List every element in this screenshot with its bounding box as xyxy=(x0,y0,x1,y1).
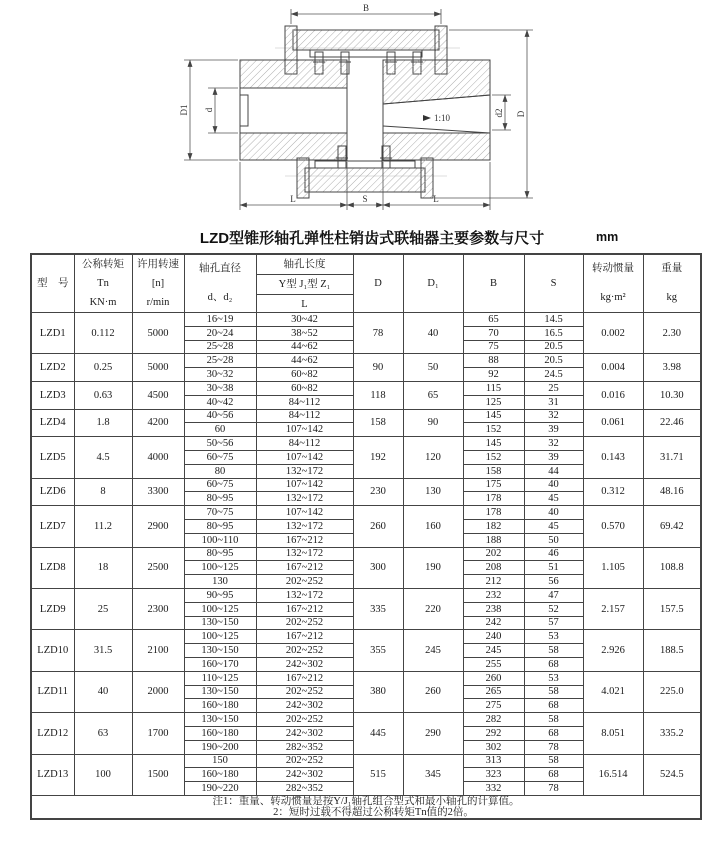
taper-annotation xyxy=(423,113,451,123)
table-row xyxy=(31,630,701,644)
cell-weight: 108.8 xyxy=(643,547,701,588)
coupling-section-drawing xyxy=(175,0,555,222)
cell-S: 68 xyxy=(524,726,583,740)
cell-L: 107~142 xyxy=(256,423,353,437)
cell-L: 60~82 xyxy=(256,381,353,395)
cell-L: 30~42 xyxy=(256,313,353,327)
cell-d: 80~95 xyxy=(184,492,256,506)
header-inertia: 转动惯量 kg·m² xyxy=(583,254,643,313)
cell-inertia: 0.004 xyxy=(583,354,643,382)
cell-D1: 245 xyxy=(403,630,463,671)
table-body xyxy=(31,313,701,796)
cell-speed: 4000 xyxy=(132,437,184,478)
cell-L: 132~172 xyxy=(256,464,353,478)
cell-B: 245 xyxy=(463,644,524,658)
table-row xyxy=(31,409,701,423)
cell-L: 107~142 xyxy=(256,450,353,464)
cell-model: LZD7 xyxy=(31,506,74,547)
cell-L: 132~172 xyxy=(256,519,353,533)
cell-B: 175 xyxy=(463,478,524,492)
cell-S: 58 xyxy=(524,685,583,699)
cell-tn: 31.5 xyxy=(74,630,132,671)
dim-label-D1: D1 xyxy=(179,104,189,116)
header-bore-diameter: 轴孔直径 d、d₂ xyxy=(184,254,256,313)
cell-d: 70~75 xyxy=(184,506,256,520)
cell-model: LZD13 xyxy=(31,754,74,795)
cell-d: 90~95 xyxy=(184,588,256,602)
cell-D: 192 xyxy=(353,437,403,478)
cell-d: 190~200 xyxy=(184,740,256,754)
parameters-table xyxy=(30,253,702,820)
cell-model: LZD4 xyxy=(31,409,74,437)
cell-weight: 335.2 xyxy=(643,713,701,754)
header-model: 型 号 xyxy=(31,254,74,313)
cell-S: 40 xyxy=(524,478,583,492)
cell-B: 182 xyxy=(463,519,524,533)
header-D1: D₁ xyxy=(403,254,463,313)
cell-S: 68 xyxy=(524,657,583,671)
cell-S: 56 xyxy=(524,575,583,589)
cell-d: 100~125 xyxy=(184,602,256,616)
cell-weight: 2.30 xyxy=(643,313,701,354)
cell-B: 178 xyxy=(463,492,524,506)
cell-speed: 4500 xyxy=(132,381,184,409)
cell-weight: 10.30 xyxy=(643,381,701,409)
cell-D1: 130 xyxy=(403,478,463,506)
dim-label-d2: d2 xyxy=(494,108,504,118)
cell-B: 75 xyxy=(463,340,524,354)
cell-d: 60~75 xyxy=(184,450,256,464)
cell-inertia: 2.157 xyxy=(583,588,643,629)
cell-L: 132~172 xyxy=(256,588,353,602)
cell-tn: 40 xyxy=(74,671,132,712)
cell-d: 30~38 xyxy=(184,381,256,395)
header-D: D xyxy=(353,254,403,313)
cell-d: 190~220 xyxy=(184,782,256,796)
cell-L: 242~302 xyxy=(256,768,353,782)
cell-weight: 225.0 xyxy=(643,671,701,712)
cell-L: 84~112 xyxy=(256,395,353,409)
cell-L: 107~142 xyxy=(256,478,353,492)
cell-tn: 0.25 xyxy=(74,354,132,382)
cell-S: 58 xyxy=(524,644,583,658)
cell-model: LZD1 xyxy=(31,313,74,354)
cell-weight: 157.5 xyxy=(643,588,701,629)
cell-B: 88 xyxy=(463,354,524,368)
cell-B: 202 xyxy=(463,547,524,561)
cell-B: 208 xyxy=(463,561,524,575)
cell-d: 130~150 xyxy=(184,685,256,699)
header-S: S xyxy=(524,254,583,313)
cell-inertia: 0.061 xyxy=(583,409,643,437)
cell-d: 130~150 xyxy=(184,616,256,630)
cell-B: 212 xyxy=(463,575,524,589)
cell-L: 167~212 xyxy=(256,533,353,547)
cell-model: LZD2 xyxy=(31,354,74,382)
cell-L: 282~352 xyxy=(256,740,353,754)
cell-B: 232 xyxy=(463,588,524,602)
cell-D: 300 xyxy=(353,547,403,588)
cell-model: LZD11 xyxy=(31,671,74,712)
table-row xyxy=(31,478,701,492)
note-line: 2：短时过载不得超过公称转矩Tn值的2倍。 xyxy=(273,806,474,818)
cell-D1: 65 xyxy=(403,381,463,409)
cell-d: 30~32 xyxy=(184,368,256,382)
cell-L: 84~112 xyxy=(256,409,353,423)
cell-S: 31 xyxy=(524,395,583,409)
cell-B: 255 xyxy=(463,657,524,671)
taper-label: 1:10 xyxy=(434,113,451,123)
dim-label-S: S xyxy=(362,194,368,204)
cell-D1: 90 xyxy=(403,409,463,437)
cell-B: 158 xyxy=(463,464,524,478)
cell-B: 275 xyxy=(463,699,524,713)
cell-D1: 160 xyxy=(403,506,463,547)
cell-weight: 3.98 xyxy=(643,354,701,382)
cell-inertia: 8.051 xyxy=(583,713,643,754)
page-title: LZD型锥形轴孔弹性柱销齿式联轴器主要参数与尺寸 xyxy=(199,230,545,247)
cell-speed: 2500 xyxy=(132,547,184,588)
cell-weight: 524.5 xyxy=(643,754,701,795)
cell-weight: 22.46 xyxy=(643,409,701,437)
cell-L: 202~252 xyxy=(256,713,353,727)
cell-d: 50~56 xyxy=(184,437,256,451)
cell-d: 100~125 xyxy=(184,630,256,644)
cell-D: 78 xyxy=(353,313,403,354)
cell-S: 47 xyxy=(524,588,583,602)
cell-S: 51 xyxy=(524,561,583,575)
cell-S: 20.5 xyxy=(524,354,583,368)
table-row xyxy=(31,381,701,395)
cell-B: 115 xyxy=(463,381,524,395)
cell-L: 44~62 xyxy=(256,354,353,368)
cell-d: 60~75 xyxy=(184,478,256,492)
cell-B: 240 xyxy=(463,630,524,644)
cell-L: 44~62 xyxy=(256,340,353,354)
cell-d: 25~28 xyxy=(184,354,256,368)
cell-B: 188 xyxy=(463,533,524,547)
cell-tn: 8 xyxy=(74,478,132,506)
cell-B: 260 xyxy=(463,671,524,685)
cell-tn: 11.2 xyxy=(74,506,132,547)
cell-L: 167~212 xyxy=(256,602,353,616)
cell-S: 32 xyxy=(524,409,583,423)
cell-tn: 1.8 xyxy=(74,409,132,437)
cell-inertia: 1.105 xyxy=(583,547,643,588)
cell-L: 202~252 xyxy=(256,685,353,699)
cell-tn: 18 xyxy=(74,547,132,588)
cell-inertia: 0.570 xyxy=(583,506,643,547)
cell-B: 265 xyxy=(463,685,524,699)
cell-d: 40~42 xyxy=(184,395,256,409)
cell-D1: 345 xyxy=(403,754,463,795)
cell-inertia: 16.514 xyxy=(583,754,643,795)
cell-D1: 120 xyxy=(403,437,463,478)
cell-S: 53 xyxy=(524,671,583,685)
cell-L: 242~302 xyxy=(256,657,353,671)
cell-S: 45 xyxy=(524,492,583,506)
cell-d: 100~125 xyxy=(184,561,256,575)
cell-speed: 5000 xyxy=(132,354,184,382)
cell-B: 70 xyxy=(463,326,524,340)
cell-D1: 40 xyxy=(403,313,463,354)
cell-S: 40 xyxy=(524,506,583,520)
cell-D1: 290 xyxy=(403,713,463,754)
table-row xyxy=(31,713,701,727)
cell-tn: 100 xyxy=(74,754,132,795)
cell-d: 110~125 xyxy=(184,671,256,685)
cell-S: 20.5 xyxy=(524,340,583,354)
cell-d: 160~180 xyxy=(184,768,256,782)
table-row xyxy=(31,506,701,520)
cell-S: 45 xyxy=(524,519,583,533)
table-row xyxy=(31,671,701,685)
cell-L: 167~212 xyxy=(256,630,353,644)
cell-d: 80~95 xyxy=(184,519,256,533)
cell-d: 160~180 xyxy=(184,726,256,740)
cell-S: 58 xyxy=(524,713,583,727)
cell-S: 57 xyxy=(524,616,583,630)
cell-S: 39 xyxy=(524,423,583,437)
cell-D: 355 xyxy=(353,630,403,671)
cell-d: 130~150 xyxy=(184,713,256,727)
table-row xyxy=(31,754,701,768)
cell-B: 313 xyxy=(463,754,524,768)
cell-S: 78 xyxy=(524,782,583,796)
cell-speed: 2900 xyxy=(132,506,184,547)
table-row xyxy=(31,313,701,327)
cell-D: 158 xyxy=(353,409,403,437)
cell-S: 46 xyxy=(524,547,583,561)
cell-S: 50 xyxy=(524,533,583,547)
cell-L: 38~52 xyxy=(256,326,353,340)
cell-L: 202~252 xyxy=(256,575,353,589)
cell-S: 52 xyxy=(524,602,583,616)
unit-label: mm xyxy=(596,230,619,244)
cell-B: 282 xyxy=(463,713,524,727)
cell-d: 20~24 xyxy=(184,326,256,340)
cell-weight: 31.71 xyxy=(643,437,701,478)
cell-L: 107~142 xyxy=(256,506,353,520)
cell-D1: 220 xyxy=(403,588,463,629)
cell-S: 44 xyxy=(524,464,583,478)
cell-L: 84~112 xyxy=(256,437,353,451)
cell-d: 100~110 xyxy=(184,533,256,547)
cell-speed: 3300 xyxy=(132,478,184,506)
cell-S: 39 xyxy=(524,450,583,464)
cell-inertia: 2.926 xyxy=(583,630,643,671)
cell-S: 25 xyxy=(524,381,583,395)
cell-weight: 48.16 xyxy=(643,478,701,506)
cell-speed: 1500 xyxy=(132,754,184,795)
cell-S: 68 xyxy=(524,699,583,713)
table-row xyxy=(31,588,701,602)
cell-S: 16.5 xyxy=(524,326,583,340)
cell-inertia: 4.021 xyxy=(583,671,643,712)
cell-weight: 188.5 xyxy=(643,630,701,671)
cell-S: 68 xyxy=(524,768,583,782)
cell-model: LZD9 xyxy=(31,588,74,629)
cell-d: 80 xyxy=(184,464,256,478)
dim-label-L-right: L xyxy=(433,194,439,204)
cell-B: 152 xyxy=(463,423,524,437)
header-speed: 许用转速 [n] r/min xyxy=(132,254,184,313)
table-header xyxy=(31,254,701,313)
table-notes xyxy=(31,795,701,819)
cell-model: LZD6 xyxy=(31,478,74,506)
cell-S: 14.5 xyxy=(524,313,583,327)
cell-D: 380 xyxy=(353,671,403,712)
cell-inertia: 0.016 xyxy=(583,381,643,409)
cell-B: 292 xyxy=(463,726,524,740)
cell-L: 167~212 xyxy=(256,561,353,575)
cell-speed: 1700 xyxy=(132,713,184,754)
dim-label-d: d xyxy=(204,107,214,113)
note-line: 注1：重量、转动惯量是按Y/J₁轴孔组合型式和最小轴孔的计算值。 xyxy=(212,795,520,807)
coupling-geometry xyxy=(240,26,490,198)
table-row xyxy=(31,354,701,368)
cell-tn: 0.63 xyxy=(74,381,132,409)
cell-B: 145 xyxy=(463,409,524,423)
cell-L: 282~352 xyxy=(256,782,353,796)
cell-D: 445 xyxy=(353,713,403,754)
cell-speed: 2000 xyxy=(132,671,184,712)
cell-L: 167~212 xyxy=(256,671,353,685)
cell-B: 152 xyxy=(463,450,524,464)
cell-d: 160~180 xyxy=(184,699,256,713)
cell-inertia: 0.312 xyxy=(583,478,643,506)
cell-D: 260 xyxy=(353,506,403,547)
cell-B: 65 xyxy=(463,313,524,327)
cell-S: 58 xyxy=(524,754,583,768)
cell-d: 130 xyxy=(184,575,256,589)
cell-speed: 2100 xyxy=(132,630,184,671)
cell-B: 302 xyxy=(463,740,524,754)
cell-d: 40~56 xyxy=(184,409,256,423)
dim-label-D: D xyxy=(516,110,526,118)
cell-speed: 4200 xyxy=(132,409,184,437)
cell-S: 24.5 xyxy=(524,368,583,382)
table-row xyxy=(31,437,701,451)
cell-speed: 2300 xyxy=(132,588,184,629)
cell-d: 130~150 xyxy=(184,644,256,658)
cell-weight: 69.42 xyxy=(643,506,701,547)
cell-model: LZD5 xyxy=(31,437,74,478)
cell-tn: 25 xyxy=(74,588,132,629)
cell-D1: 260 xyxy=(403,671,463,712)
table-row xyxy=(31,547,701,561)
cell-speed: 5000 xyxy=(132,313,184,354)
cell-tn: 0.112 xyxy=(74,313,132,354)
cell-d: 150 xyxy=(184,754,256,768)
cell-B: 238 xyxy=(463,602,524,616)
cell-B: 242 xyxy=(463,616,524,630)
cell-L: 242~302 xyxy=(256,726,353,740)
cell-B: 332 xyxy=(463,782,524,796)
cell-B: 323 xyxy=(463,768,524,782)
cell-L: 202~252 xyxy=(256,754,353,768)
cell-L: 242~302 xyxy=(256,699,353,713)
cell-D: 90 xyxy=(353,354,403,382)
cell-model: LZD3 xyxy=(31,381,74,409)
cell-B: 178 xyxy=(463,506,524,520)
cell-model: LZD8 xyxy=(31,547,74,588)
cell-S: 53 xyxy=(524,630,583,644)
cell-D: 230 xyxy=(353,478,403,506)
cell-d: 16~19 xyxy=(184,313,256,327)
cell-S: 32 xyxy=(524,437,583,451)
cell-d: 60 xyxy=(184,423,256,437)
cell-L: 202~252 xyxy=(256,616,353,630)
cell-L: 202~252 xyxy=(256,644,353,658)
cell-tn: 4.5 xyxy=(74,437,132,478)
cell-D: 335 xyxy=(353,588,403,629)
cell-S: 78 xyxy=(524,740,583,754)
cell-D: 118 xyxy=(353,381,403,409)
cell-D1: 50 xyxy=(403,354,463,382)
cell-D: 515 xyxy=(353,754,403,795)
header-weight: 重量 kg xyxy=(643,254,701,313)
cell-model: LZD10 xyxy=(31,630,74,671)
cell-B: 145 xyxy=(463,437,524,451)
cell-d: 80~95 xyxy=(184,547,256,561)
cell-d: 160~170 xyxy=(184,657,256,671)
cell-d: 25~28 xyxy=(184,340,256,354)
header-B: B xyxy=(463,254,524,313)
header-torque: 公称转矩 Tn KN·m xyxy=(74,254,132,313)
cell-L: 132~172 xyxy=(256,547,353,561)
cell-B: 125 xyxy=(463,395,524,409)
cell-tn: 63 xyxy=(74,713,132,754)
cell-inertia: 0.002 xyxy=(583,313,643,354)
cell-L: 132~172 xyxy=(256,492,353,506)
cell-D1: 190 xyxy=(403,547,463,588)
cell-B: 92 xyxy=(463,368,524,382)
cell-model: LZD12 xyxy=(31,713,74,754)
cell-L: 60~82 xyxy=(256,368,353,382)
dim-label-B: B xyxy=(362,3,370,13)
header-bore-length: 轴孔长度 Y型 J₁型 Z₁ L xyxy=(256,254,353,313)
dim-label-L-left: L xyxy=(290,194,296,204)
cell-inertia: 0.143 xyxy=(583,437,643,478)
